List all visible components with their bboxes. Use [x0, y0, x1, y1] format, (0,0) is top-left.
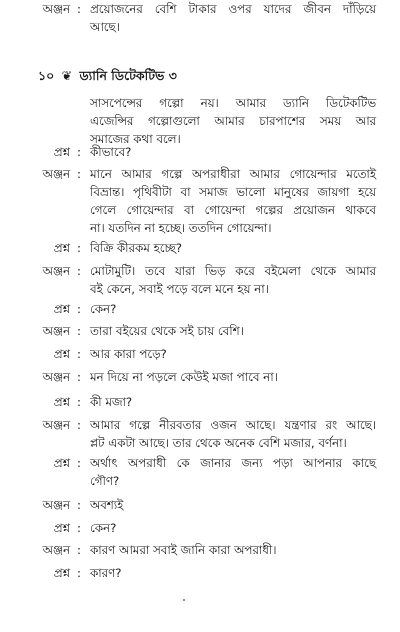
dialogue-text: [90, 393, 376, 411]
text-line: মন দিয়ে না পড়লে কেউই মজা পাবে না।: [90, 370, 278, 384]
text-line: আমার গল্পে নীরবতার ওজন আছে। যন্ত্রণার রং আছে।: [90, 418, 376, 432]
dialogue-text: [90, 454, 376, 490]
dialogue-text: [90, 564, 376, 582]
speaker-colon: :: [77, 521, 81, 535]
text-line: কারণ?: [90, 566, 122, 580]
speaker-label: অঞ্জন: [42, 324, 70, 338]
text-line: মানে আমার গল্পে অপরাধীরা আমার গোয়েন্দার মতোই: [90, 167, 376, 181]
dialogue-text: [90, 416, 376, 452]
text-line: অর্থাৎ অপরাধী কে জানার জন্য পড়া আপনার কাছে: [90, 456, 376, 470]
dialogue-text: [90, 300, 376, 318]
page-speck: [183, 599, 185, 601]
dialogue-text: [90, 143, 376, 161]
text-line: তারা বইয়ের থেকে সই চায় বেশি।: [90, 324, 244, 338]
text-line: আর কারা পড়ে?: [90, 347, 167, 361]
speaker-label: প্রশ্ন: [53, 145, 70, 159]
text-line: কেন?: [90, 302, 117, 316]
text-line: গেলে গোয়েন্দার বা গোয়েন্দা গল্পের প্রয়োজন থাকবে: [90, 203, 376, 217]
text-line: বিভ্রান্ত। পৃথিবীটা বা সমাজ ভালো মানুষের জায়গা হয়ে: [90, 185, 376, 199]
text-line: এজেন্সির গল্পোগুলো আমার চারপাশের সময় আর: [90, 114, 376, 128]
speaker-colon: :: [77, 264, 81, 278]
text-line: বিক্রি কীরকম হচ্ছে?: [90, 241, 182, 255]
text-line: আছে।: [90, 20, 120, 34]
speaker-label: অঞ্জন: [42, 2, 70, 16]
speaker-label: অঞ্জন: [42, 418, 70, 432]
speaker-colon: :: [77, 302, 81, 316]
dialogue-text: [90, 541, 376, 559]
speaker-colon: :: [77, 2, 81, 16]
book-title: ড্যানি ডিটেকটিভ ৩: [79, 68, 177, 83]
speaker-colon: :: [77, 370, 81, 384]
speaker-label: প্রশ্ন: [53, 566, 70, 580]
dialogue-text: [90, 368, 376, 386]
speaker-colon: :: [77, 566, 81, 580]
speaker-label: অঞ্জন: [42, 264, 70, 278]
text-line: প্লট একটা আছে। তার থেকে অনেক বেশি মজার, বর্ণনা।: [90, 436, 347, 450]
speaker-label: অঞ্জন: [42, 167, 70, 181]
speaker-label: অঞ্জন: [42, 370, 70, 384]
speaker-colon: :: [77, 543, 81, 557]
page-number: ১০: [38, 68, 55, 83]
dialogue-text: [90, 345, 376, 363]
text-line: কেন?: [90, 521, 117, 535]
dialogue-text: [90, 239, 376, 257]
dialogue-text: [90, 496, 376, 514]
text-line: কী মজা?: [90, 395, 133, 409]
text-line: বই কেনে, সবাই পড়ে বলে মনে হয় না।: [90, 282, 269, 296]
text-line: সমাজের কথা বলে।: [90, 132, 181, 146]
speaker-label: প্রশ্ন: [53, 456, 70, 470]
speaker-colon: :: [77, 498, 81, 512]
speaker-colon: :: [77, 456, 81, 470]
dialogue-text: [90, 322, 376, 340]
speaker-colon: :: [77, 241, 81, 255]
speaker-colon: :: [77, 395, 81, 409]
speaker-label: প্রশ্ন: [53, 302, 70, 316]
text-line: গৌণ?: [90, 474, 120, 488]
speaker-colon: :: [77, 347, 81, 361]
text-line: কারণ আমরা সবাই জানি কারা অপরাধী।: [90, 543, 277, 557]
text-line: প্রয়োজনের বেশি টাকার ওপর যাদের জীবন দাঁড়িয়ে: [90, 2, 376, 16]
speaker-label: অঞ্জন: [42, 498, 70, 512]
running-header: [38, 68, 177, 88]
text-line: না। যতদিন না হচ্ছে। ততদিন গোয়েন্দা।: [90, 221, 272, 235]
speaker-label: প্রশ্ন: [53, 395, 70, 409]
speaker-label: প্রশ্ন: [53, 521, 70, 535]
speaker-label: প্রশ্ন: [53, 241, 70, 255]
dialogue-text: [90, 519, 376, 537]
fleuron-icon: ❦: [61, 68, 73, 83]
text-line: মোটামুটি। তবে যারা ভিড় করে বইমেলা থেকে আমার: [90, 264, 376, 278]
dialogue-text: [90, 165, 376, 237]
dialogue-text: [90, 262, 376, 298]
speaker-label: প্রশ্ন: [53, 347, 70, 361]
text-line: অবশ্যই: [90, 498, 124, 512]
text-line: সাসপেন্সের গল্পো নয়। আমার ড্যানি ডিটেকটিভ: [90, 96, 376, 110]
text-line: কীভাবে?: [90, 145, 132, 159]
speaker-colon: :: [77, 167, 81, 181]
speaker-label: অঞ্জন: [42, 543, 70, 557]
speaker-colon: :: [77, 324, 81, 338]
intro-paragraph: [90, 94, 376, 148]
dialogue-text: [90, 0, 376, 36]
speaker-colon: :: [77, 145, 81, 159]
speaker-colon: :: [77, 418, 81, 432]
